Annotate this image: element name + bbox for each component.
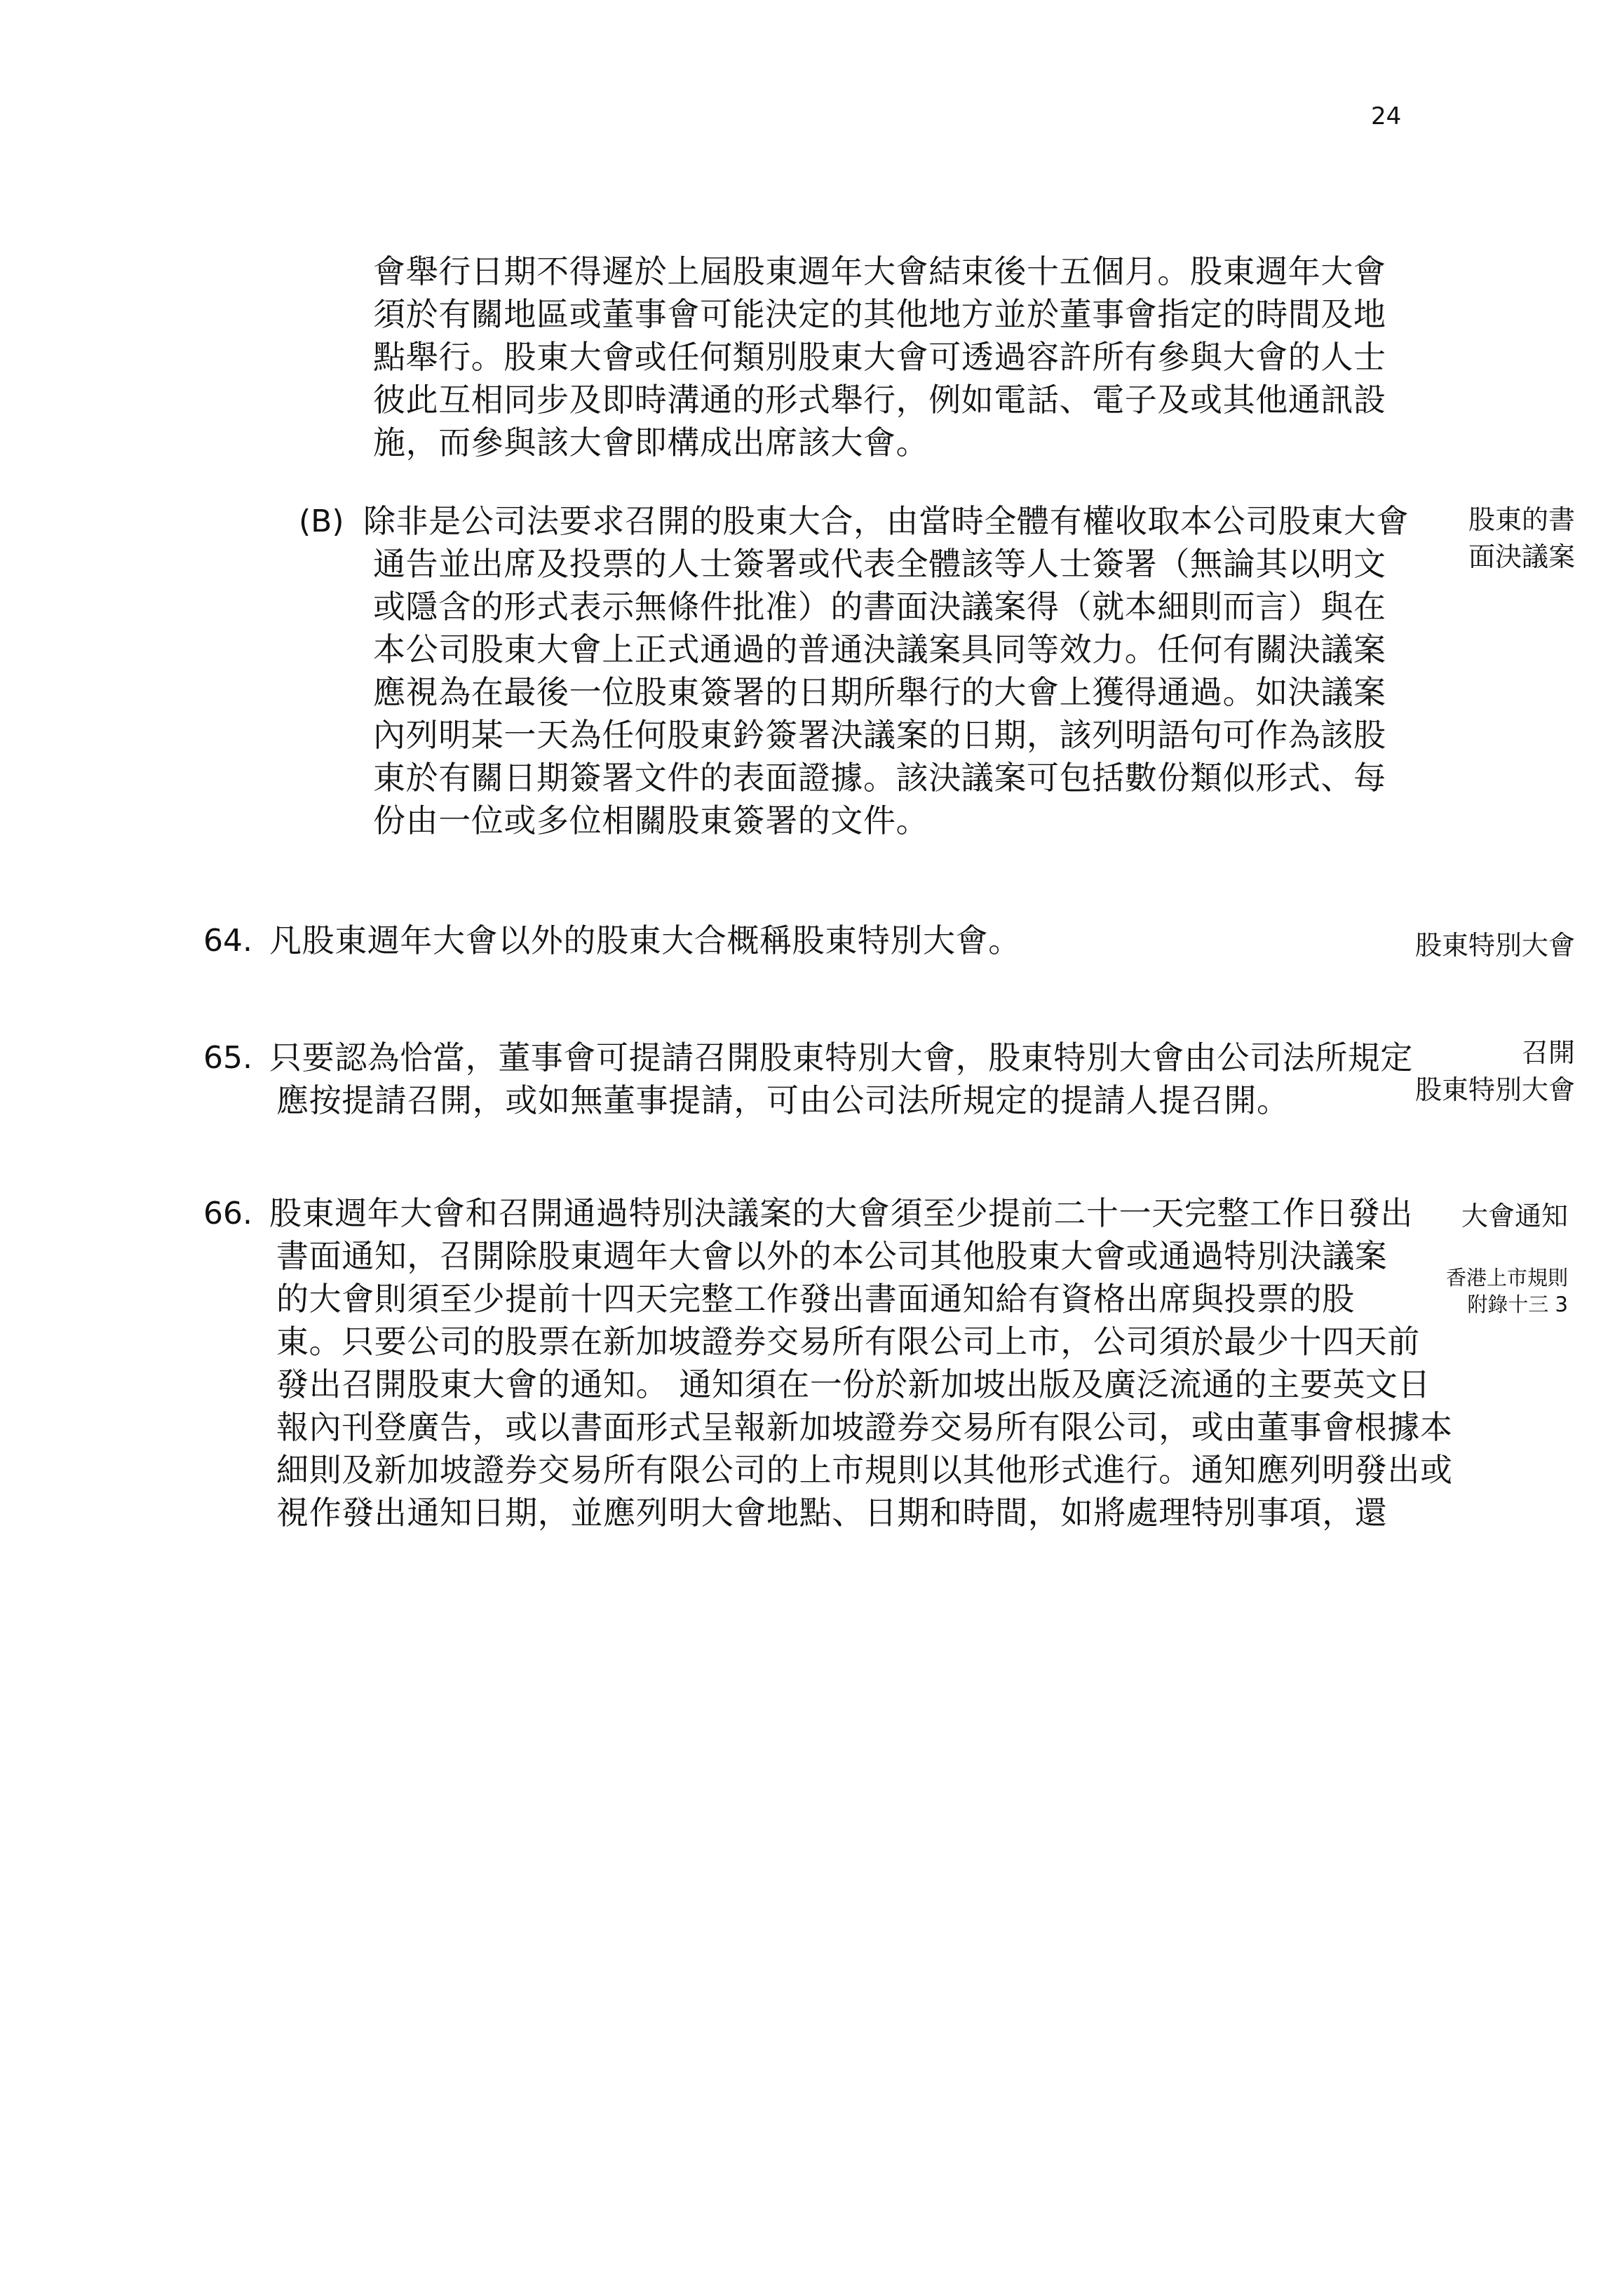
- margin-note-line: 附錄十三 3: [1467, 1292, 1568, 1316]
- article-65-number: 65.: [203, 1040, 252, 1076]
- paragraph-line: 內列明某一天為任何股東鈐簽署決議案的日期，該列明語句可作為該股: [373, 716, 1386, 754]
- margin-note-line: 召開: [1521, 1037, 1575, 1068]
- article-66-number: 66.: [203, 1196, 252, 1231]
- paragraph-line: 發出召開股東大會的通知。 通知須在一份於新加坡出版及廣泛流通的主要英文日: [276, 1365, 1431, 1403]
- paragraph-line: 會舉行日期不得遲於上屆股東週年大會結束後十五個月。股東週年大會: [373, 252, 1386, 290]
- paragraph-line: 書面通知，召開除股東週年大會以外的本公司其他股東大會或通過特別決議案: [276, 1237, 1388, 1275]
- clause-b-text: [363, 500, 1409, 842]
- page-number: 24: [1371, 102, 1402, 130]
- paragraph-line: 施，而參與該大會即構成出席該大會。: [373, 424, 929, 461]
- margin-note-line: 面決議案: [1468, 541, 1575, 572]
- continuation-paragraph: [373, 250, 1386, 464]
- paragraph-line: 東於有關日期簽署文件的表面證據。該決議案可包括數份類似形式、每: [373, 759, 1386, 797]
- margin-note-written-resolution: [1468, 501, 1575, 576]
- article-64-text: [269, 919, 1021, 962]
- article-66-text: [269, 1192, 1453, 1534]
- paragraph-line: 股東週年大會和召開通過特別決議案的大會須至少提前二十一天完整工作日發出: [269, 1194, 1413, 1232]
- margin-note-line: 股東特別大會: [1414, 1074, 1575, 1105]
- margin-note-line: 股東特別大會: [1414, 930, 1575, 961]
- paragraph-line: 或隱含的形式表示無條件批准）的書面決議案得（就本細則而言）與在: [373, 588, 1386, 626]
- clause-b-label: (B): [299, 504, 344, 539]
- paragraph-line: 報內刊登廣告，或以書面形式呈報新加坡證券交易所有限公司，或由董事會根據本: [276, 1408, 1453, 1446]
- paragraph-line: 東。只要公司的股票在新加坡證券交易所有限公司上市，公司須於最少十四天前: [276, 1323, 1420, 1360]
- paragraph-line: 的大會則須至少提前十四天完整工作發出書面通知給有資格出席與投票的股: [276, 1280, 1355, 1318]
- paragraph-line: 只要認為恰當，董事會可提請召開股東特別大會，股東特別大會由公司法所規定: [269, 1039, 1413, 1076]
- paragraph-line: 須於有關地區或董事會可能決定的其他地方並於董事會指定的時間及地: [373, 295, 1386, 333]
- article-65-text: [269, 1036, 1413, 1122]
- paragraph-line: 點舉行。股東大會或任何類別股東大會可透過容許所有參與大會的人士: [373, 338, 1386, 376]
- paragraph-line: 通告並出席及投票的人士簽署或代表全體該等人士簽署（無論其以明文: [373, 545, 1386, 583]
- paragraph-line: 應按提請召開，或如無董事提請，可由公司法所規定的提請人提召開。: [276, 1081, 1290, 1119]
- paragraph-line: 凡股東週年大會以外的股東大合概稱股東特別大會。: [269, 921, 1021, 959]
- margin-note-egm: [1415, 927, 1575, 964]
- margin-note-line: 香港上市規則: [1445, 1266, 1568, 1290]
- margin-note-notice: [1461, 1198, 1568, 1235]
- paragraph-line: 除非是公司法要求召開的股東大合，由當時全體有權收取本公司股東大會: [363, 502, 1410, 540]
- paragraph-line: 應視為在最後一位股東簽署的日期所舉行的大會上獲得通過。如決議案: [373, 673, 1386, 711]
- paragraph-line: 份由一位或多位相關股東簽署的文件。: [373, 802, 929, 839]
- margin-note-line: 股東的書: [1468, 504, 1575, 535]
- paragraph-line: 細則及新加坡證券交易所有限公司的上市規則以其他形式進行。通知應列明發出或: [276, 1451, 1453, 1489]
- margin-note-line: 大會通知: [1461, 1201, 1568, 1231]
- paragraph-line: 視作發出通知日期，並應列明大會地點、日期和時間，如將處理特別事項，還: [276, 1494, 1388, 1532]
- margin-note-convening-egm: [1415, 1034, 1575, 1109]
- article-64-number: 64.: [203, 923, 252, 959]
- paragraph-line: 本公司股東大會上正式通過的普通決議案具同等效力。任何有關決議案: [373, 630, 1386, 668]
- paragraph-line: 彼此互相同步及即時溝通的形式舉行，例如電話、電子及或其他通訊設: [373, 381, 1386, 419]
- margin-note-listing-rule-ref: [1446, 1264, 1568, 1318]
